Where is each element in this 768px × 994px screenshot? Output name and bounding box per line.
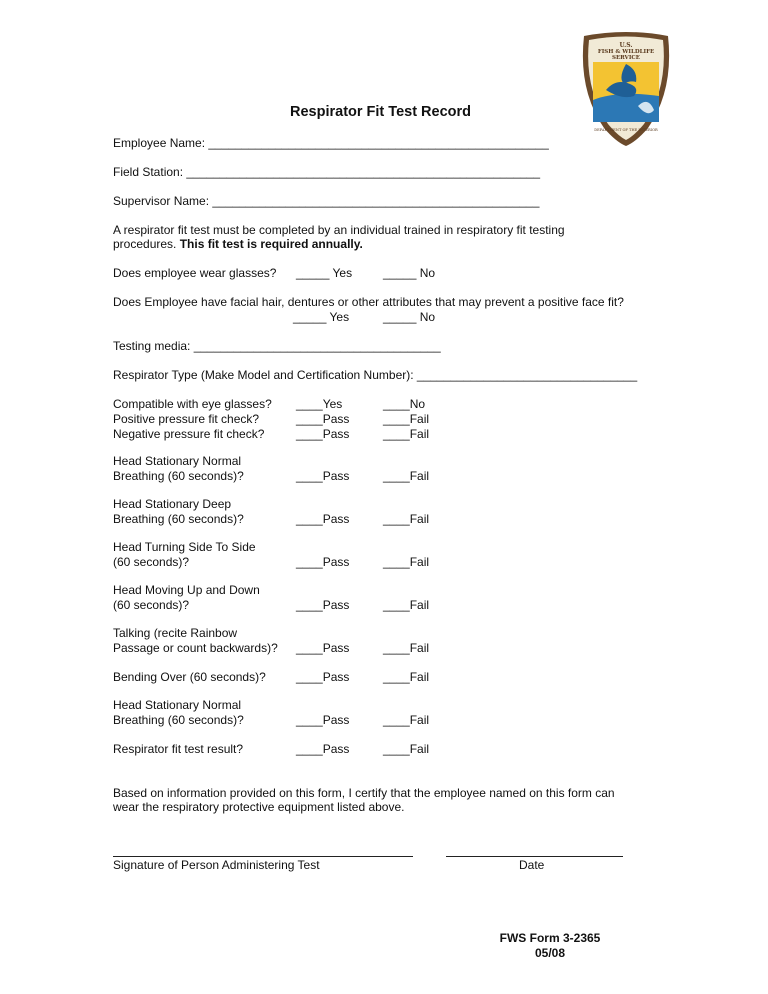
- test-pass-option: ____Pass: [296, 670, 350, 684]
- test-fail-option: ____Fail: [383, 713, 430, 727]
- test-fail-option: ____Fail: [383, 469, 430, 483]
- field-station-field: Field Station: _____________________________________________________: [113, 165, 541, 179]
- test-fail-option: ____Fail: [383, 555, 430, 569]
- glasses-yes: _____ Yes: [296, 266, 353, 280]
- respirator-type-field: Respirator Type (Make Model and Certification Number): _________________________________: [113, 368, 638, 382]
- glasses-question: Does employee wear glasses?: [113, 266, 277, 280]
- test-label-line-2: Respirator fit test result?: [113, 742, 244, 756]
- test-pass-option: ____Pass: [296, 512, 350, 526]
- signature-line: [113, 856, 413, 857]
- form-number: FWS Form 3-2365: [499, 931, 601, 945]
- page-title: Respirator Fit Test Record: [290, 104, 472, 120]
- check-label: Compatible with eye glasses?: [113, 397, 272, 411]
- intro-line-1: A respirator fit test must be completed by an individual trained in respiratory fit testing: [113, 223, 565, 237]
- test-label-line-2: (60 seconds)?: [113, 598, 190, 612]
- certify-line-1: Based on information provided on this form, I certify that the employee named on this form can: [113, 786, 615, 800]
- intro-line-2: [113, 237, 363, 252]
- test-pass-option: ____Pass: [296, 469, 350, 483]
- logo-text-arc: DEPARTMENT OF THE INTERIOR: [594, 128, 658, 132]
- glasses-no: _____ No: [383, 266, 436, 280]
- supervisor-name-field: Supervisor Name: _________________________________________________: [113, 194, 540, 208]
- check-option-a: ____Pass: [296, 427, 350, 441]
- test-fail-option: ____Fail: [383, 512, 430, 526]
- check-label: Positive pressure fit check?: [113, 412, 260, 426]
- logo-text-mid: FISH & WILDLIFE: [597, 49, 655, 55]
- test-fail-option: ____Fail: [383, 641, 430, 655]
- form-date: 05/08: [534, 946, 566, 960]
- test-pass-option: ____Pass: [296, 555, 350, 569]
- check-option-b: ____Fail: [383, 427, 430, 441]
- test-label-line-1: Head Stationary Deep: [113, 497, 232, 511]
- test-label-line-2: Breathing (60 seconds)?: [113, 512, 244, 526]
- test-pass-option: ____Pass: [296, 641, 350, 655]
- testing-media-field: Testing media: _____________________________________: [113, 339, 441, 353]
- facial-no: _____ No: [383, 310, 436, 324]
- facial-yes: _____ Yes: [293, 310, 350, 324]
- test-label-line-1: Talking (recite Rainbow: [113, 626, 238, 640]
- date-label: Date: [519, 858, 545, 872]
- test-label-line-1: Head Turning Side To Side: [113, 540, 256, 554]
- date-line: [446, 856, 623, 857]
- employee-name-field: Employee Name: ___________________________________________________: [113, 136, 549, 150]
- test-fail-option: ____Fail: [383, 670, 430, 684]
- test-pass-option: ____Pass: [296, 598, 350, 612]
- test-label-line-2: Bending Over (60 seconds)?: [113, 670, 266, 684]
- facial-question: Does Employee have facial hair, dentures or other attributes that may prevent a positive face fit?: [113, 295, 624, 309]
- signature-label: Signature of Person Administering Test: [113, 858, 320, 872]
- logo-text-top: U.S.: [619, 42, 633, 49]
- test-label-line-1: Head Stationary Normal: [113, 698, 242, 712]
- check-label: Negative pressure fit check?: [113, 427, 265, 441]
- check-option-a: ____Pass: [296, 412, 350, 426]
- test-label-line-2: (60 seconds)?: [113, 555, 190, 569]
- logo-text-bot: SERVICE: [612, 55, 640, 61]
- test-label-line-1: Head Moving Up and Down: [113, 583, 260, 597]
- test-fail-option: ____Fail: [383, 742, 430, 756]
- check-option-b: ____No: [383, 397, 426, 411]
- check-option-b: ____Fail: [383, 412, 430, 426]
- test-fail-option: ____Fail: [383, 598, 430, 612]
- certify-line-2: wear the respiratory protective equipment listed above.: [113, 800, 405, 814]
- test-label-line-2: Breathing (60 seconds)?: [113, 713, 244, 727]
- fws-shield-logo: [578, 30, 674, 148]
- check-option-a: ____Yes: [296, 397, 343, 411]
- test-label-line-1: Head Stationary Normal: [113, 454, 242, 468]
- test-pass-option: ____Pass: [296, 713, 350, 727]
- test-pass-option: ____Pass: [296, 742, 350, 756]
- annual-requirement: This fit test is required annually.: [179, 237, 363, 251]
- intro-line-2-text: procedures.: [113, 237, 180, 251]
- test-label-line-2: Passage or count backwards)?: [113, 641, 278, 655]
- test-label-line-2: Breathing (60 seconds)?: [113, 469, 244, 483]
